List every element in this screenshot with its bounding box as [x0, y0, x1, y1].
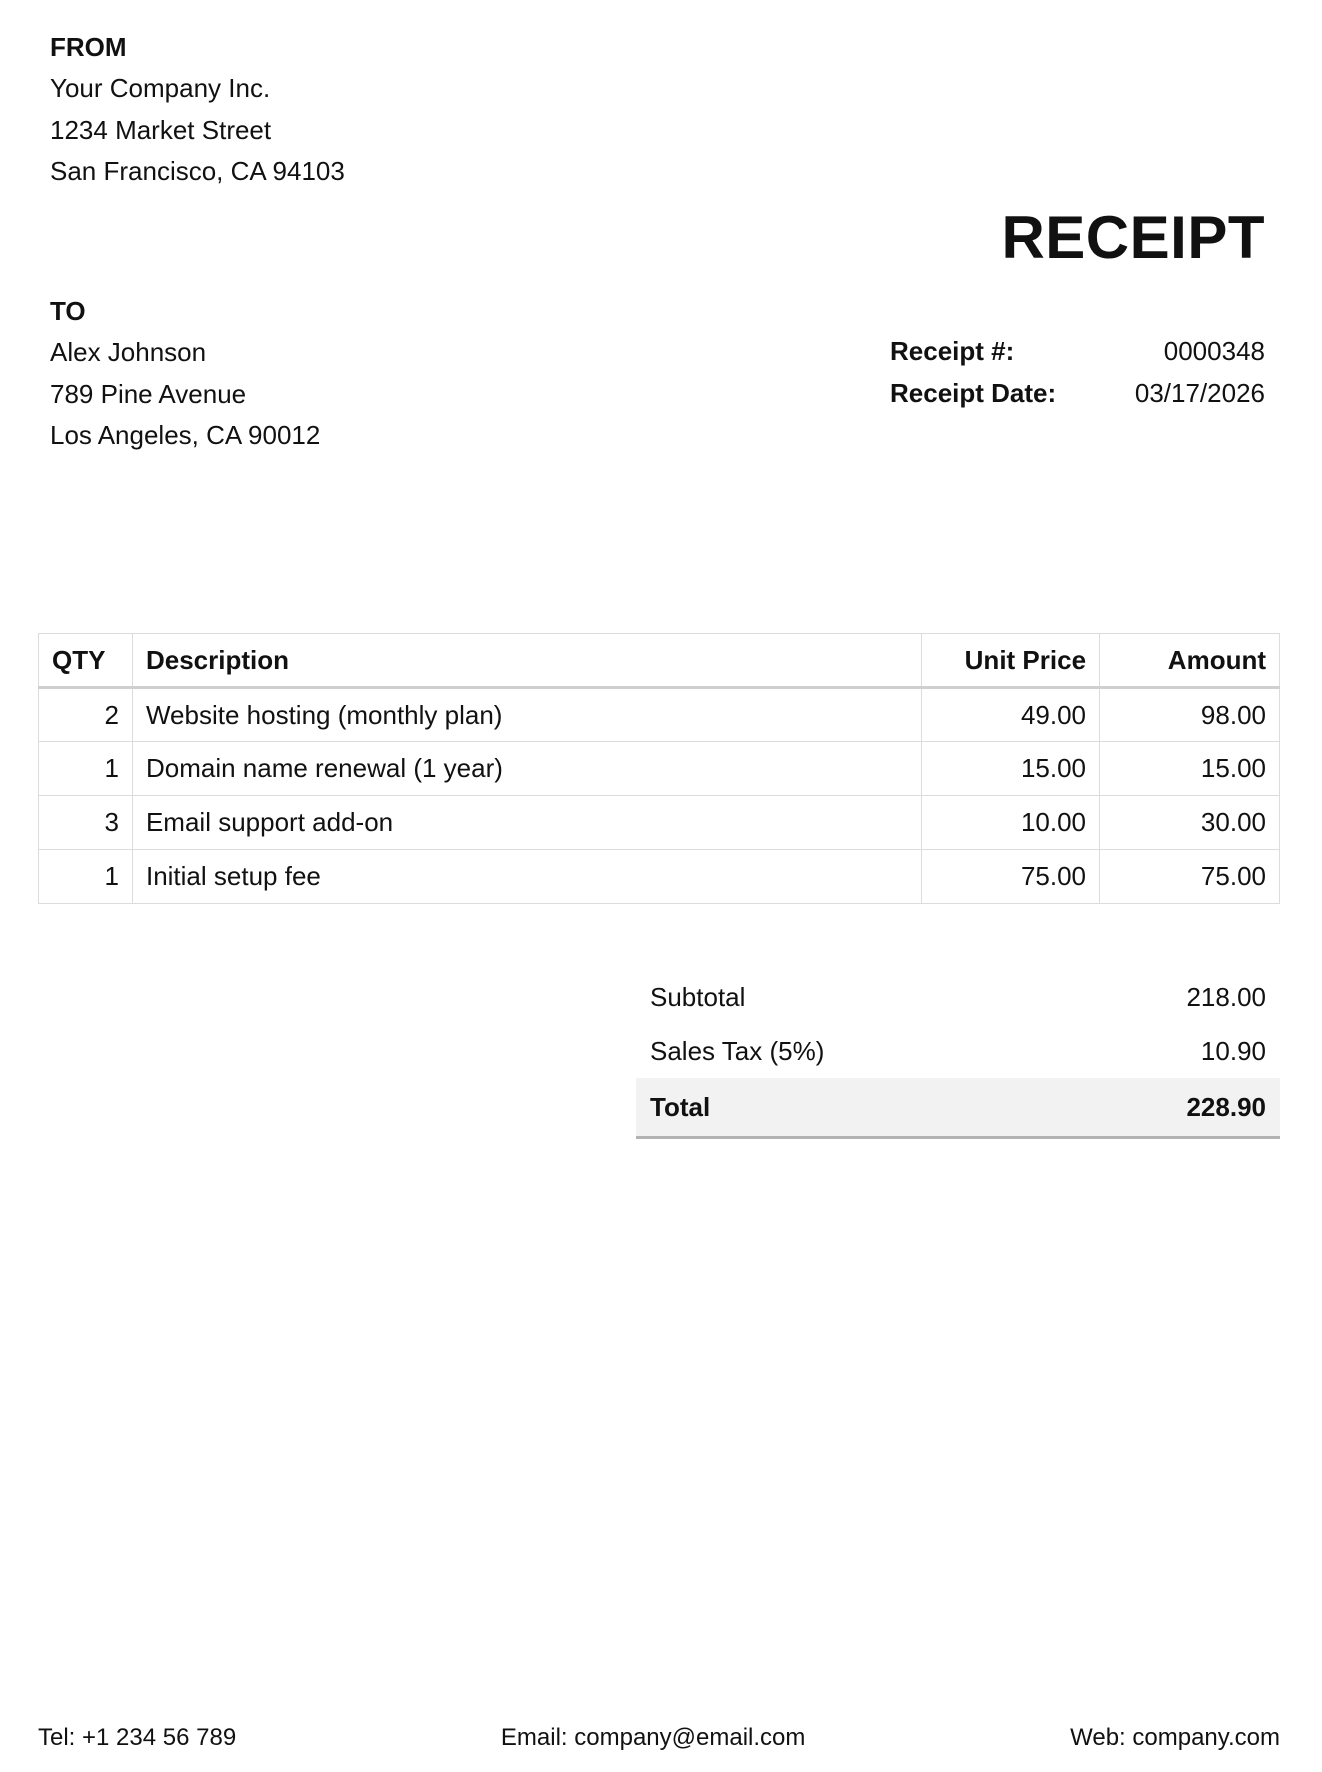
qty-cell: 1 [39, 850, 133, 904]
sales-tax-row [636, 1024, 1280, 1078]
column-header-unit-price: Unit Price [922, 634, 1100, 688]
amount-cell: 30.00 [1100, 796, 1280, 850]
receipt-number-value: 0000348 [1163, 336, 1265, 366]
table-row [39, 742, 1280, 796]
footer [38, 1722, 1280, 1754]
footer-website: Web: company.com [1070, 1724, 1280, 1751]
from-label: FROM [50, 32, 127, 62]
qty-cell: 1 [39, 742, 133, 796]
qty-cell: 2 [39, 688, 133, 742]
to-line: 789 Pine Avenue [50, 378, 247, 409]
receipt-date-row [890, 373, 1265, 415]
table-row [39, 688, 1280, 742]
subtotal-row [636, 970, 1280, 1024]
receipt-number-row [890, 331, 1265, 373]
amount-cell: 75.00 [1100, 850, 1280, 904]
to-line: Alex Johnson [50, 337, 207, 367]
totals-block [636, 970, 1280, 1139]
description-cell: Email support add-on [132, 796, 921, 850]
receipt-date-label: Receipt Date: [890, 377, 1057, 408]
total-label: Total [650, 1091, 711, 1122]
receipt-meta [890, 331, 1265, 414]
qty-cell: 3 [39, 796, 133, 850]
unit-price-cell: 15.00 [922, 742, 1100, 796]
description-cell: Website hosting (monthly plan) [132, 688, 921, 742]
table-row [39, 850, 1280, 904]
subtotal-value: 218.00 [1186, 981, 1266, 1012]
table-row [39, 796, 1280, 850]
document-title: RECEIPT [1001, 204, 1265, 271]
line-items-table [38, 633, 1280, 904]
sales-tax-value: 10.90 [1200, 1035, 1266, 1066]
receipt-date-value: 03/17/2026 [1134, 377, 1265, 408]
amount-cell: 98.00 [1100, 688, 1280, 742]
sales-tax-label: Sales Tax (5%) [650, 1035, 825, 1066]
column-header-amount: Amount [1100, 634, 1280, 688]
from-block [50, 26, 345, 193]
unit-price-cell: 10.00 [922, 796, 1100, 850]
column-header-qty: QTY [39, 634, 133, 688]
description-cell: Domain name renewal (1 year) [132, 742, 921, 796]
subtotal-label: Subtotal [650, 981, 746, 1012]
total-value: 228.90 [1186, 1091, 1266, 1122]
description-cell: Initial setup fee [132, 850, 921, 904]
from-line: San Francisco, CA 94103 [50, 156, 345, 186]
receipt-number-label: Receipt #: [890, 336, 1015, 366]
from-line: 1234 Market Street [50, 114, 272, 145]
amount-cell: 15.00 [1100, 742, 1280, 796]
footer-email: Email: company@email.com [500, 1724, 806, 1751]
footer-phone: Tel: +1 234 56 789 [38, 1724, 237, 1751]
unit-price-cell: 75.00 [922, 850, 1100, 904]
column-header-description: Description [132, 634, 921, 688]
from-line: Your Company Inc. [50, 73, 271, 103]
to-label: TO [50, 296, 86, 326]
to-line: Los Angeles, CA 90012 [50, 420, 321, 450]
table-header-row [39, 634, 1280, 688]
unit-price-cell: 49.00 [922, 688, 1100, 742]
to-block [50, 290, 320, 457]
total-row [636, 1078, 1280, 1139]
